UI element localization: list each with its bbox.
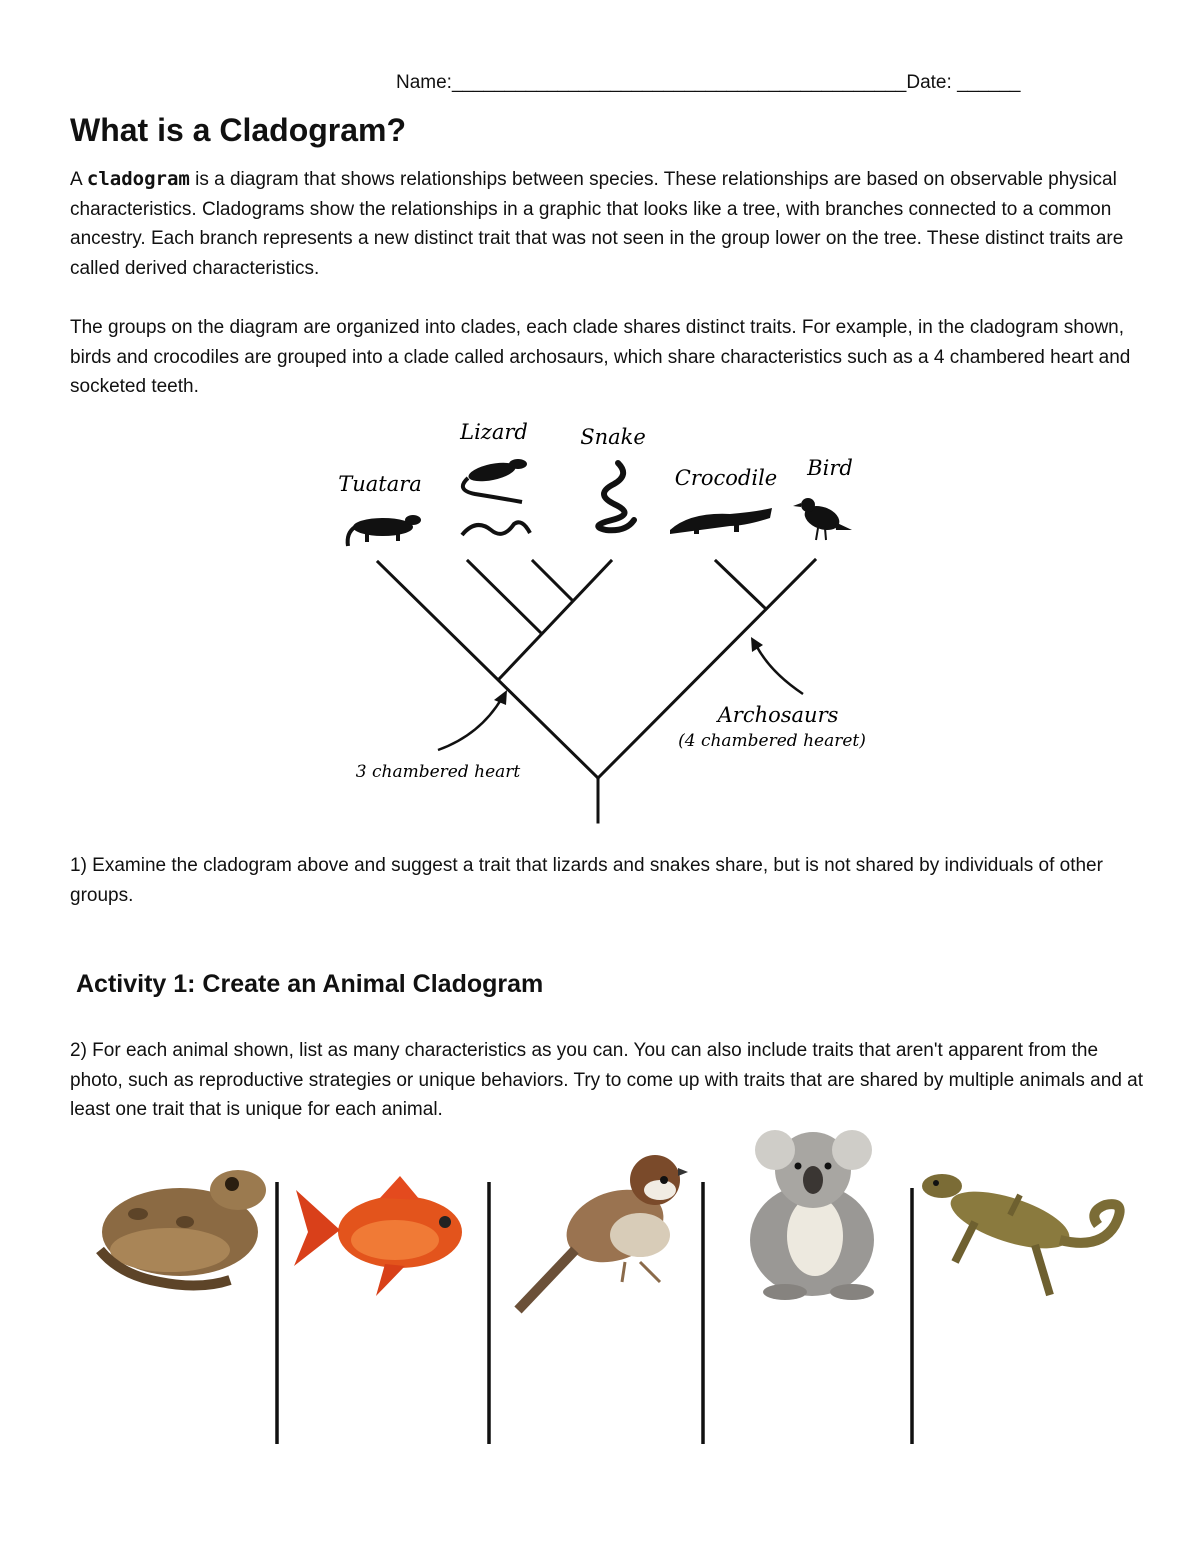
question-2: 2) For each animal shown, list as many characteristics as you can. You can also include traits that aren't apparent from the photo, such as reproductive strategies or unique behaviors. Try to come up with traits that are shared by multiple animals and at least one trait that is unique for each animal. <box>70 1040 1144 1120</box>
bird-silhouette-icon <box>793 498 852 540</box>
sparrow-photo <box>518 1155 688 1310</box>
question-1: 1) Examine the cladogram above and suggest a trait that lizards and snakes share, but is not shared by individuals of other groups. <box>70 855 1103 906</box>
branch-crocodile <box>716 561 766 609</box>
branch-squamates <box>500 561 611 678</box>
date-label: Date: <box>906 72 952 93</box>
date-blank[interactable]: ______ <box>957 72 1021 93</box>
crocodile-silhouette-icon <box>670 508 772 534</box>
cladogram <box>378 560 815 822</box>
tuatara-silhouette-icon <box>348 515 421 546</box>
taxon-label-lizard: Lizard <box>460 420 528 444</box>
tuatara-photo <box>922 1174 1120 1295</box>
frog-photo <box>100 1170 266 1286</box>
branch-lizard-b <box>533 561 572 600</box>
activity-heading: Activity 1: Create an Animal Cladogram <box>76 970 544 998</box>
lizard-silhouette-icon <box>462 459 530 535</box>
branch-lizard-a <box>468 561 540 632</box>
koala-photo <box>750 1130 874 1300</box>
intro-text: is a diagram that shows relationships between species. These relationships are based on observable physical characteristics. Cladograms show the relationships in a graphic that looks like a tree, with branches connected to a common ancestry. Each branch represents a new distinct trait that was not seen in the group lower on the tree. These distinct traits are called derived characteristics. <box>70 169 1124 279</box>
snake-silhouette-icon <box>598 463 634 530</box>
taxon-label-snake: Snake <box>580 425 646 449</box>
label-4-chambered-heart: (4 chambered hearet) <box>678 731 866 751</box>
label-archosaurs: Archosaurs <box>717 703 839 727</box>
arrow-archosaurs <box>751 637 803 694</box>
clades-paragraph: The groups on the diagram are organized into clades, each clade shares distinct traits. For example, in the cladogram shown, birds and crocodiles are grouped into a clade called archosaurs, which share characteristics such as a 4 chambered heart and socketed teeth. <box>70 317 1131 397</box>
taxon-label-tuatara: Tuatara <box>338 472 422 496</box>
label-3-chambered-heart: 3 chambered heart <box>355 762 521 782</box>
taxon-label-crocodile: Crocodile <box>674 466 778 490</box>
arrow-3-chambered <box>438 690 507 750</box>
intro-term: cladogram <box>86 168 190 190</box>
name-label: Name: <box>396 72 452 93</box>
goldfish-photo <box>294 1176 462 1296</box>
name-blank[interactable]: ___________________________________________ <box>451 72 907 93</box>
taxon-label-bird: Bird <box>807 456 853 480</box>
page-title: What is a Cladogram? <box>70 112 407 148</box>
intro-prefix: A <box>70 169 87 190</box>
